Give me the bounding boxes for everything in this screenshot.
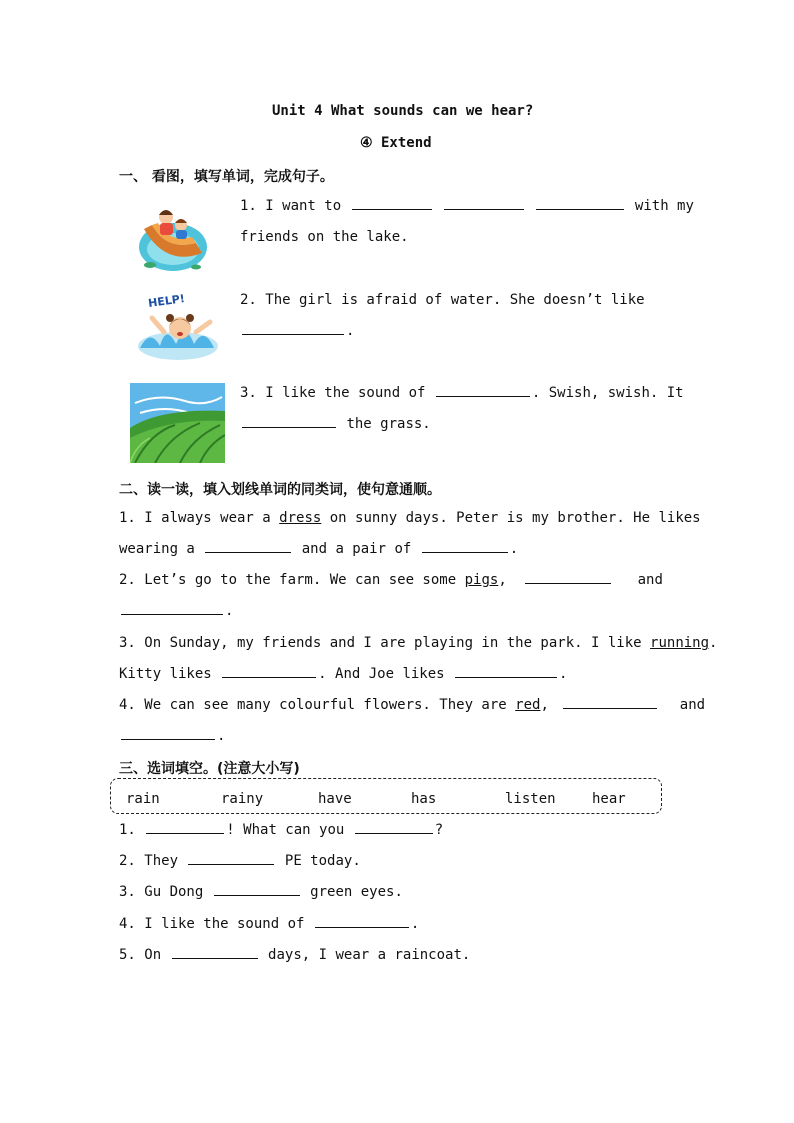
s3-q4-line <box>119 909 419 940</box>
s1-q2-text-a: 2. The girl is afraid of water. She doesn’t like <box>240 292 645 308</box>
s1-q2-blank-1[interactable] <box>242 320 344 335</box>
s1-q3-blank-2[interactable] <box>242 413 336 428</box>
s3-q3-line <box>119 877 403 908</box>
s2-q2-blank-2[interactable] <box>121 600 223 615</box>
s1-q1-blank-1[interactable] <box>352 195 432 210</box>
s1-q3-blank-1[interactable] <box>436 382 530 397</box>
s3-q2-text-b: PE today. <box>284 853 361 869</box>
s2-q1-line1 <box>119 503 701 534</box>
s1-q3-line1 <box>240 378 684 409</box>
word-bank-item: listen <box>505 791 556 807</box>
s3-q2-line <box>119 846 361 877</box>
s2-q4-blank-2[interactable] <box>121 725 215 740</box>
s2-q2-text-c: and <box>637 572 663 588</box>
section-2-heading: 二、读一读，填入划线单词的同类词，使句意通顺。 <box>119 482 441 498</box>
word-bank-item: hear <box>592 791 626 807</box>
s2-q2-text-a: 2. Let’s go to the farm. We can see some <box>119 572 457 588</box>
s3-q3-blank[interactable] <box>214 881 300 896</box>
s2-q4-underlined: red <box>515 697 541 713</box>
s3-q1-text-c: ? <box>434 822 444 838</box>
s2-q3-blank-1[interactable] <box>222 663 316 678</box>
s2-q1-text-d: and a pair of <box>301 541 412 557</box>
s2-q3-line2 <box>119 659 567 690</box>
s2-q4-text-a: 4. We can see many colourful flowers. They are <box>119 697 507 713</box>
s1-q1-text-b: with my <box>634 198 694 214</box>
s3-q5-blank[interactable] <box>172 944 258 959</box>
s2-q2-line2 <box>119 596 233 627</box>
s3-q4-text-a: 4. I like the sound of <box>119 916 305 932</box>
s3-q3-text-b: green eyes. <box>310 884 403 900</box>
s3-q4-text-b: . <box>410 916 420 932</box>
s2-q4-text-c: and <box>679 697 706 713</box>
s2-q3-line1 <box>119 628 717 659</box>
s2-q3-blank-2[interactable] <box>455 663 557 678</box>
s2-q1-underlined: dress <box>279 510 322 526</box>
s2-q3-text-d: . And Joe likes <box>318 666 445 682</box>
s3-q2-blank[interactable] <box>188 850 274 865</box>
s3-q5-text-b: days, I wear a raincoat. <box>268 947 471 963</box>
s1-q2-line1 <box>240 285 665 316</box>
s1-q3-line2 <box>240 409 431 440</box>
s1-q1-line2 <box>240 222 409 253</box>
s3-q5-line <box>119 940 470 971</box>
s3-q4-blank[interactable] <box>315 913 409 928</box>
s2-q1-blank-2[interactable] <box>422 538 508 553</box>
s2-q1-line2 <box>119 534 518 565</box>
s2-q3-text-c: Kitty likes <box>119 666 212 682</box>
grass-wind-image <box>130 383 225 463</box>
s2-q1-text-a: 1. I always wear a <box>119 510 271 526</box>
s1-q1-blank-2[interactable] <box>444 195 524 210</box>
s2-q2-underlined: pigs <box>464 572 499 588</box>
s1-q2-line2 <box>240 316 354 347</box>
s2-q2-line1 <box>119 565 663 596</box>
s1-q1-line1 <box>240 191 694 222</box>
boat-image <box>136 195 210 275</box>
s3-q3-text-a: 3. Gu Dong <box>119 884 204 900</box>
s3-q2-text-a: 2. They <box>119 853 179 869</box>
s3-q1-text-b: ! What can you <box>226 822 345 838</box>
s1-q3-text-c: the grass. <box>346 416 431 432</box>
s1-q2-text-b: . <box>346 323 355 339</box>
section-3-heading: 三、选词填空。(注意大小写) <box>119 761 300 777</box>
s2-q4-text-b: , <box>540 697 549 713</box>
s2-q1-blank-1[interactable] <box>205 538 291 553</box>
s1-q3-text-b: . Swish, swish. It <box>531 385 684 401</box>
s3-q1-blank-2[interactable] <box>355 819 433 834</box>
s2-q3-text-a: 3. On Sunday, my friends and I are playing in the park. I like <box>119 635 642 651</box>
word-bank-item: has <box>411 791 437 807</box>
s1-q3-text-a: 3. I like the sound of <box>240 385 426 401</box>
s3-q1-blank-1[interactable] <box>146 819 224 834</box>
s2-q1-text-e: . <box>509 541 519 557</box>
s1-q1-text-c: friends on the lake. <box>240 229 409 245</box>
word-bank-item: rainy <box>221 791 264 807</box>
s2-q4-blank-1[interactable] <box>563 694 657 709</box>
s2-q3-text-e: . <box>559 666 568 682</box>
s3-q5-text-a: 5. On <box>119 947 162 963</box>
page-subtitle: ④ Extend <box>360 135 432 151</box>
s1-q1-text-a: 1. I want to <box>240 198 342 214</box>
s2-q1-text-c: wearing a <box>119 541 195 557</box>
word-bank-item: rain <box>126 791 160 807</box>
page-title: Unit 4 What sounds can we hear? <box>272 103 534 119</box>
section-1-heading: 一、 看图，填写单词，完成句子。 <box>119 169 334 185</box>
help-girl-image <box>130 288 222 368</box>
s3-q1-line <box>119 815 443 846</box>
s2-q3-underlined: running <box>650 635 710 651</box>
s2-q4-line1 <box>119 690 705 721</box>
help-text: HELP! <box>147 291 186 310</box>
word-bank-box <box>110 778 662 814</box>
s2-q4-line2 <box>119 721 225 752</box>
s2-q2-text-b: , <box>498 572 507 588</box>
word-bank-item: have <box>318 791 352 807</box>
s2-q3-text-b: . <box>709 635 718 651</box>
s2-q2-blank-1[interactable] <box>525 569 611 584</box>
s2-q1-text-b: on sunny days. Peter is my brother. He likes <box>329 510 701 526</box>
s2-q2-text-d: . <box>225 603 234 619</box>
s1-q1-blank-3[interactable] <box>536 195 624 210</box>
s2-q4-text-d: . <box>217 728 226 744</box>
s3-q1-text-a: 1. <box>119 822 136 838</box>
